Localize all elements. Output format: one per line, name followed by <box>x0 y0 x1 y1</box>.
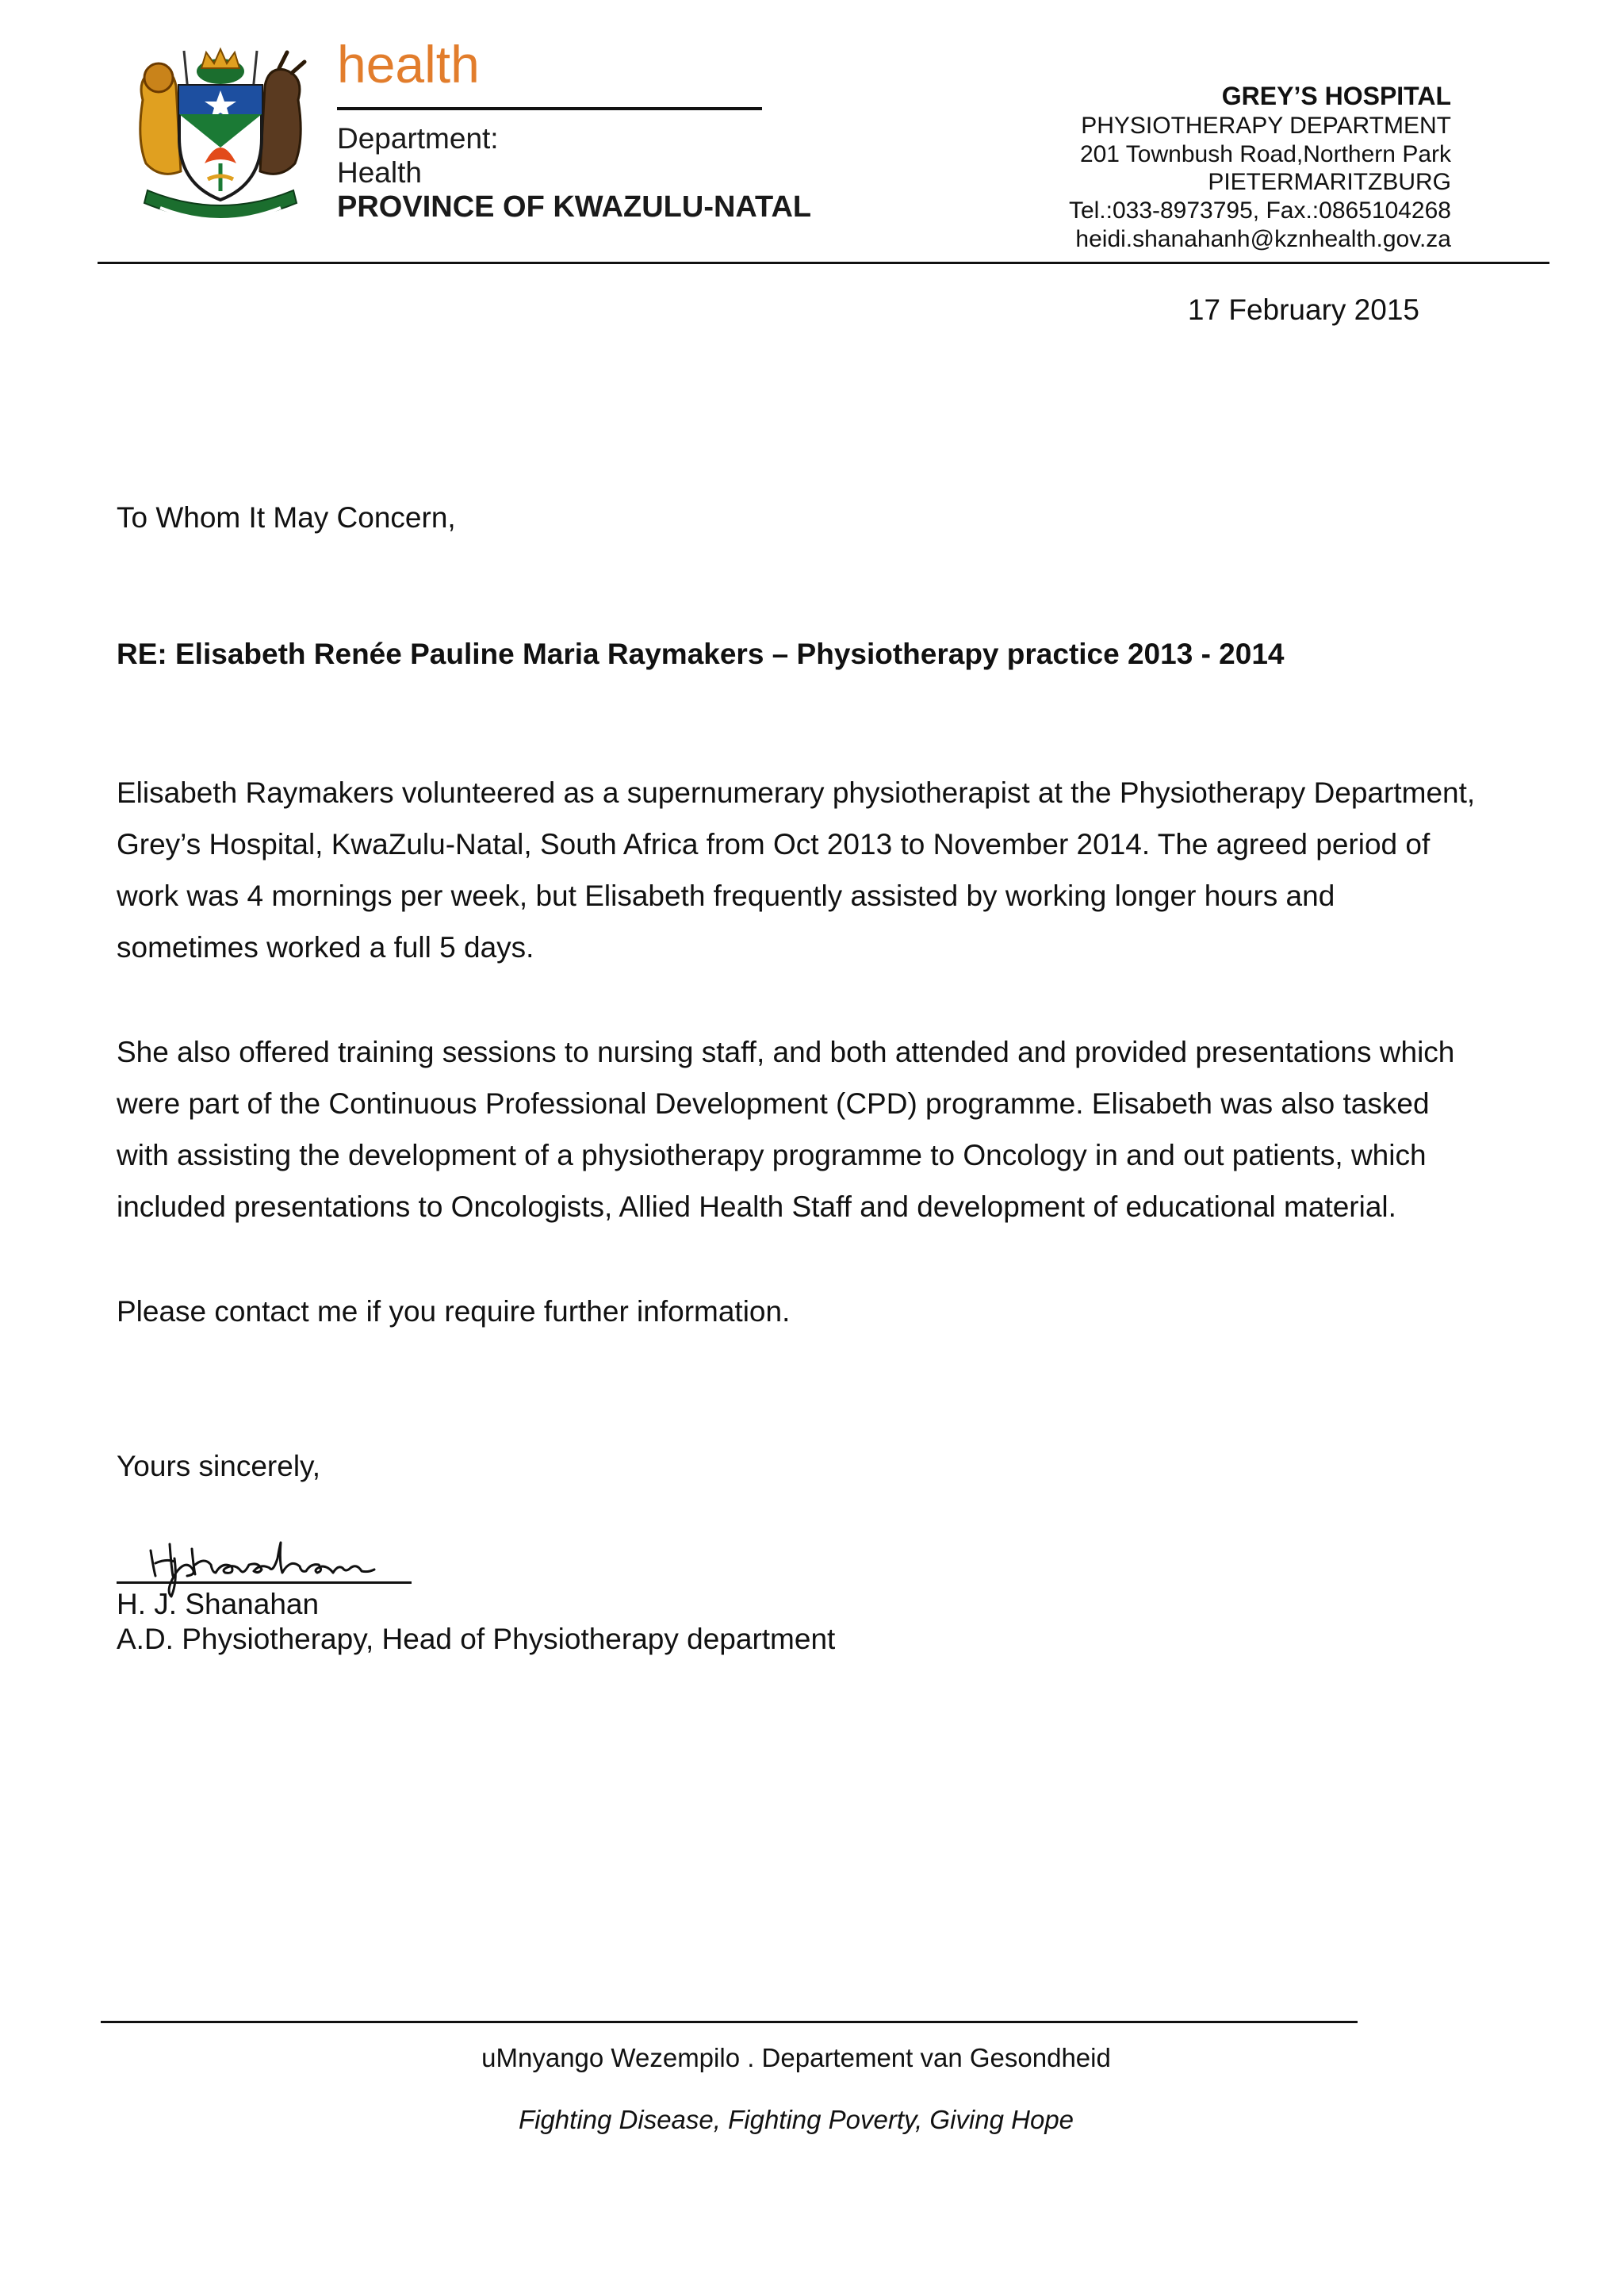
kzn-coat-of-arms-icon <box>128 44 312 228</box>
paragraph-3: Please contact me if you require further information. <box>117 1295 791 1328</box>
paragraph-1-line: Elisabeth Raymakers volunteered as a supernumerary physiotherapist at the Physiotherapy Department, <box>117 776 1476 809</box>
sender-street: 201 Townbush Road,Northern Park <box>1079 141 1451 167</box>
header-divider <box>98 262 1549 264</box>
paragraph-1 <box>117 767 1528 973</box>
paragraph-2-line: were part of the Continuous Professional Development (CPD) programme. Elisabeth was also tasked <box>117 1087 1430 1120</box>
signature-line <box>117 1581 412 1584</box>
brand-rule <box>337 107 762 110</box>
sender-phone-fax: Tel.:033-8973795, Fax.:0865104268 <box>1068 197 1451 224</box>
subject-line: RE: Elisabeth Renée Pauline Maria Raymakers – Physiotherapy practice 2013 - 2014 <box>117 638 1285 670</box>
sender-department: PHYSIOTHERAPY DEPARTMENT <box>1081 113 1451 139</box>
department-label: Department: <box>337 122 499 155</box>
footer-slogan: Fighting Disease, Fighting Poverty, Giving Hope <box>518 2105 1074 2134</box>
paragraph-1-line: work was 4 mornings per week, but Elisabeth frequently assisted by working longer hours and <box>117 880 1335 912</box>
paragraph-2-line: included presentations to Oncologists, Allied Health Staff and development of educational material. <box>117 1190 1396 1223</box>
paragraph-2-line: She also offered training sessions to nursing staff, and both attended and provided presentations which <box>117 1036 1455 1068</box>
brand-wordmark: health <box>337 35 480 94</box>
closing: Yours sincerely, <box>117 1450 321 1482</box>
signatory-title: A.D. Physiotherapy, Head of Physiotherapy department <box>117 1623 836 1655</box>
signatory-name: H. J. Shanahan <box>117 1588 320 1620</box>
salutation: To Whom It May Concern, <box>117 501 456 534</box>
footer-languages: uMnyango Wezempilo . Departement van Gesondheid <box>481 2043 1111 2072</box>
sender-email: heidi.shanahanh@kznhealth.gov.za <box>1075 226 1451 252</box>
hospital-name: GREY’S HOSPITAL <box>1221 82 1451 110</box>
province-name: PROVINCE OF KWAZULU-NATAL <box>337 190 812 224</box>
letter-date: 17 February 2015 <box>1187 293 1419 326</box>
footer-divider <box>101 2021 1358 2023</box>
paragraph-2-line: with assisting the development of a physiotherapy programme to Oncology in and out patients, which <box>117 1139 1427 1171</box>
sender-city: PIETERMARITZBURG <box>1208 169 1451 195</box>
paragraph-1-line: Grey’s Hospital, KwaZulu-Natal, South Africa from Oct 2013 to November 2014. The agreed period of <box>117 828 1431 861</box>
paragraph-1-line: sometimes worked a full 5 days. <box>117 931 534 964</box>
department-name: Health <box>337 156 422 189</box>
paragraph-2 <box>117 1026 1528 1232</box>
